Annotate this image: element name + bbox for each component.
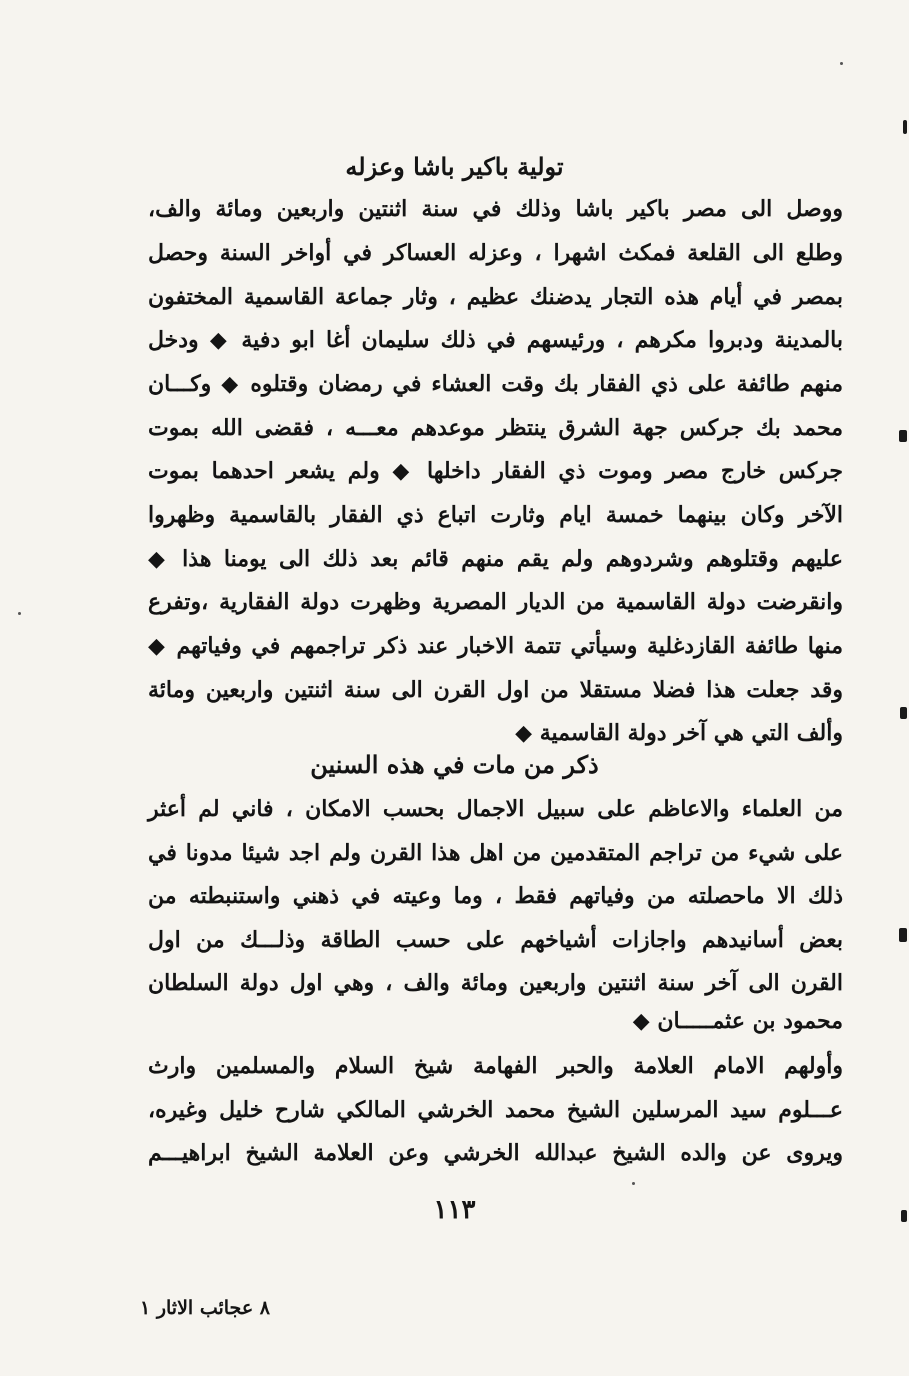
- margin-mark: [899, 928, 907, 942]
- text-line: وألف التي هي آخر دولة القاسمية ◆: [515, 720, 843, 746]
- text-line: القرن الى آخر سنة اثنتين واربعين ومائة والف ، وهي اول دولة السلطان: [148, 970, 843, 996]
- section-title-deaths: ذكر من مات في هذه السنين: [310, 750, 599, 779]
- text-line: ووصل الى مصر باكير باشا وذلك في سنة اثنتين واربعين ومائة والف،: [148, 196, 843, 222]
- margin-mark: [901, 1210, 907, 1222]
- text-line: الآخر وكان بينهما خمسة ايام وثارت اتباع ذي الفقار بالقاسمية وظهروا: [148, 502, 843, 528]
- text-line: عليهم وقتلوهم وشردوهم ولم يقم منهم قائم بعد ذلك الى يومنا هذا ◆: [148, 546, 843, 572]
- text-line: منها طائفة القازدغلية وسيأتي تتمة الاخبار عند ذكر تراجمهم في وفياتهم ◆: [148, 633, 843, 659]
- text-line: محمد بك جركس جهة الشرق ينتظر موعدهم معـــه ، فقضى الله بموت: [148, 415, 844, 441]
- text-line: بالمدينة ودبروا مكرهم ، ورئيسهم في ذلك سليمان أغا ابو دفية ◆ ودخل: [148, 327, 843, 353]
- scan-speck: [840, 62, 843, 65]
- text-line: محمود بن عثمـــــان ◆: [632, 1008, 843, 1034]
- footer-signature: ٨ عجائب الاثار ١: [140, 1297, 270, 1319]
- text-line: وطلع الى القلعة فمكث اشهرا ، وعزله العساكر في أواخر السنة وحصل: [148, 240, 843, 266]
- margin-mark: [899, 430, 907, 442]
- text-line: من العلماء والاعاظم على سبيل الاجمال بحسب الامكان ، فاني لم أعثر: [148, 796, 843, 822]
- text-line: ويروى عن والده الشيخ عبدالله الخرشي وعن العلامة الشيخ ابراهيـــم: [148, 1140, 843, 1166]
- scan-speck: [18, 612, 21, 615]
- page-number: ١١٣: [433, 1195, 476, 1225]
- scan-speck: [632, 1182, 635, 1185]
- text-line: عـــلوم سيد المرسلين الشيخ محمد الخرشي المالكي شارح خليل وغيره،: [148, 1097, 843, 1123]
- text-line: منهم طائفة على ذي الفقار بك وقت العشاء في رمضان وقتلوه ◆ وكـــان: [148, 371, 843, 397]
- text-line: جركس خارج مصر وموت ذي الفقار داخلها ◆ ولم يشعر احدهما بموت: [148, 458, 843, 484]
- text-line: وقد جعلت هذا فضلا مستقلا من اول القرن الى سنة اثنتين واربعين ومائة: [148, 677, 843, 703]
- margin-mark: [903, 120, 907, 134]
- text-line: على شيء من تراجم المتقدمين من اهل هذا القرن ولم اجد شيئا مدونا في: [148, 840, 843, 866]
- text-line: بعض أسانيدهم واجازات أشياخهم على حسب الطاقة وذلـــك من اول: [148, 927, 843, 953]
- text-line: وأولهم الامام العلامة والحبر الفهامة شيخ السلام والمسلمين وارث: [148, 1053, 843, 1079]
- section-title-bakir-pasha: تولية باكير باشا وعزله: [345, 152, 564, 181]
- text-line: بمصر في أيام هذه التجار يدضنك عظيم ، وثار جماعة القاسمية المختفون: [148, 284, 843, 310]
- text-line: ذلك الا ماحصلته من وفياتهم فقط ، وما وعيته في ذهني واستنبطته من: [148, 883, 843, 909]
- margin-mark: [900, 707, 907, 719]
- text-line: وانقرضت دولة القاسمية من الديار المصرية وظهرت دولة الفقارية ،وتفرع: [148, 589, 843, 615]
